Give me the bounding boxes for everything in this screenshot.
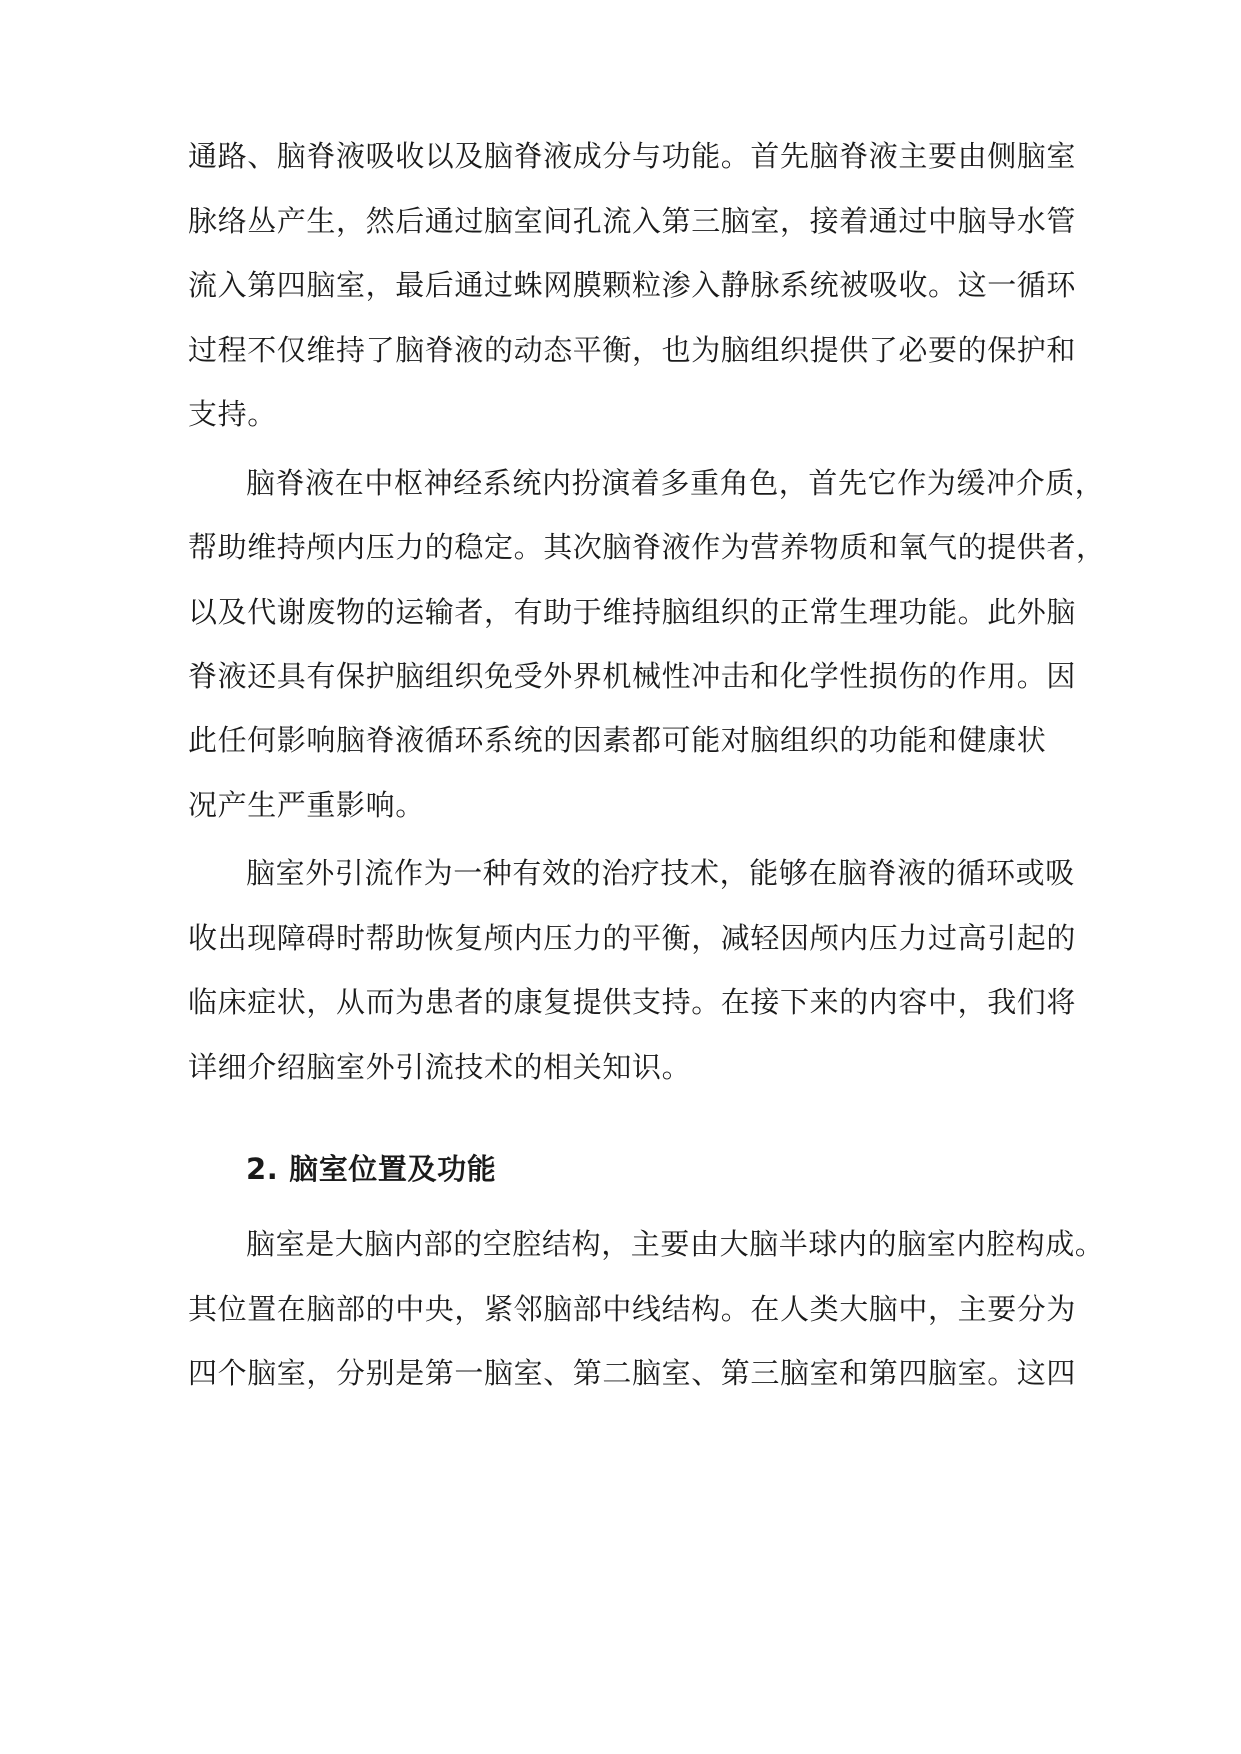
paragraph-4-line-1: 脑室是大脑内部的空腔结构，主要由大脑半球内的脑室内腔构成。 (246, 1227, 1105, 1261)
paragraph-2-line-3: 以及代谢废物的运输者，有助于维持脑组织的正常生理功能。此外脑 (188, 595, 1077, 629)
paragraph-3-line-4: 详细介绍脑室外引流技术的相关知识。 (188, 1050, 692, 1084)
paragraph-2-line-4: 脊液还具有保护脑组织免受外界机械性冲击和化学性损伤的作用。因 (188, 659, 1077, 693)
paragraph-2-line-6: 况产生严重影响。 (188, 788, 425, 822)
paragraph-4-line-2: 其位置在脑部的中央，紧邻脑部中线结构。在人类大脑中，主要分为 (188, 1292, 1077, 1326)
paragraph-4-line-3: 四个脑室，分别是第一脑室、第二脑室、第三脑室和第四脑室。这四 (188, 1356, 1077, 1390)
paragraph-1-line-2: 脉络丛产生，然后通过脑室间孔流入第三脑室，接着通过中脑导水管 (188, 204, 1077, 238)
section-heading: 2. 脑室位置及功能 (246, 1152, 497, 1186)
paragraph-2-line-1: 脑脊液在中枢神经系统内扮演着多重角色，首先它作为缓冲介质， (246, 466, 1105, 500)
paragraph-1-line-1: 通路、脑脊液吸收以及脑脊液成分与功能。首先脑脊液主要由侧脑室 (188, 139, 1077, 173)
paragraph-2-line-2: 帮助维持颅内压力的稳定。其次脑脊液作为营养物质和氧气的提供者， (188, 530, 1106, 564)
paragraph-3-line-1: 脑室外引流作为一种有效的治疗技术，能够在脑脊液的循环或吸 (246, 856, 1075, 890)
paragraph-3-line-2: 收出现障碍时帮助恢复颅内压力的平衡，减轻因颅内压力过高引起的 (188, 921, 1077, 955)
paragraph-1-line-3: 流入第四脑室，最后通过蛛网膜颗粒渗入静脉系统被吸收。这一循环 (188, 268, 1077, 302)
paragraph-2-line-5: 此任何影响脑脊液循环系统的因素都可能对脑组织的功能和健康状 (188, 723, 1047, 757)
paragraph-3-line-3: 临床症状，从而为患者的康复提供支持。在接下来的内容中，我们将 (188, 985, 1077, 1019)
paragraph-1-line-5: 支持。 (188, 397, 277, 431)
paragraph-1-line-4: 过程不仅维持了脑脊液的动态平衡，也为脑组织提供了必要的保护和 (188, 333, 1077, 367)
